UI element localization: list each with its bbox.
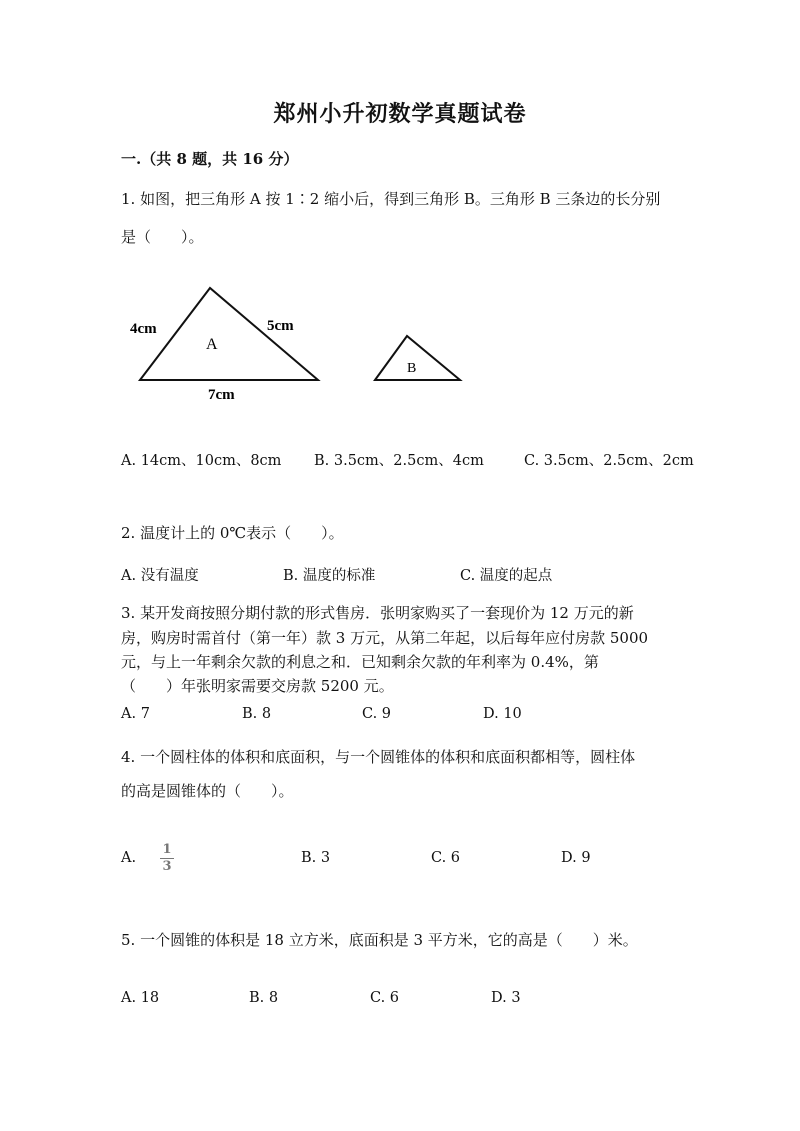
q1-option-b: B. 3.5cm、2.5cm、4cm: [314, 453, 484, 469]
page-title: 郑州小升初数学真题试卷: [273, 101, 527, 127]
question-1-line-2: 是（ ）。: [121, 228, 204, 246]
q5-option-c: C. 6: [370, 990, 400, 1006]
q4-option-a-label: A.: [121, 850, 137, 866]
q5-option-a: A. 18: [121, 990, 160, 1006]
label-a-bottom-side: 7cm: [208, 387, 235, 403]
question-2-line-1: 2. 温度计上的 0℃表示（ ）。: [121, 524, 344, 542]
fraction-denominator: 3: [162, 859, 172, 874]
triangle-figure: [120, 280, 480, 405]
q1-option-c: C. 3.5cm、2.5cm、2cm: [524, 453, 694, 469]
q4-option-b: B. 3: [301, 850, 331, 866]
question-5-line-1: 5. 一个圆锥的体积是 18 立方米，底面积是 3 平方米，它的高是（ ）米。: [121, 931, 638, 949]
question-3-line-4: （ ）年张明家需要交房款 5200 元。: [121, 677, 394, 695]
question-3-line-3: 元，与上一年剩余欠款的利息之和．已知剩余欠款的年利率为 0.4%，第: [121, 653, 599, 671]
triangle-a: [140, 288, 318, 380]
q2-option-a: A. 没有温度: [121, 568, 199, 584]
q3-option-a: A. 7: [121, 706, 150, 722]
q5-option-b: B. 8: [249, 990, 279, 1006]
q4-option-a-fraction: [160, 843, 174, 874]
q2-option-b: B. 温度的标准: [283, 568, 376, 584]
question-4-line-2: 的高是圆锥体的（ ）。: [121, 782, 294, 800]
q4-option-c: C. 6: [431, 850, 461, 866]
fraction-numerator: 1: [162, 842, 172, 857]
q3-option-b: B. 8: [242, 706, 272, 722]
question-1-line-1: 1. 如图，把三角形 A 按 1∶2 缩小后，得到三角形 B。三角形 B 三条边的长分别: [121, 190, 661, 208]
label-a-right-side: 5cm: [267, 318, 294, 334]
q1-option-a: A. 14cm、10cm、8cm: [121, 453, 282, 469]
label-a-left-side: 4cm: [130, 321, 157, 337]
section-heading: 一.（共 8 题，共 16 分）: [121, 150, 299, 168]
q2-option-c: C. 温度的起点: [460, 568, 553, 584]
question-3-line-2: 房，购房时需首付（第一年）款 3 万元，从第二年起，以后每年应付房款 5000: [121, 629, 649, 647]
question-4-line-1: 4. 一个圆柱体的体积和底面积，与一个圆锥体的体积和底面积都相等，圆柱体: [121, 748, 636, 766]
triangle-b: [375, 336, 460, 380]
q3-option-d: D. 10: [483, 706, 522, 722]
q3-option-c: C. 9: [362, 706, 392, 722]
label-triangle-a: A: [206, 336, 218, 353]
label-triangle-b: B: [407, 361, 417, 376]
q5-option-d: D. 3: [491, 990, 521, 1006]
question-3-line-1: 3. 某开发商按照分期付款的形式售房．张明家购买了一套现价为 12 万元的新: [121, 604, 634, 622]
q4-option-d: D. 9: [561, 850, 591, 866]
